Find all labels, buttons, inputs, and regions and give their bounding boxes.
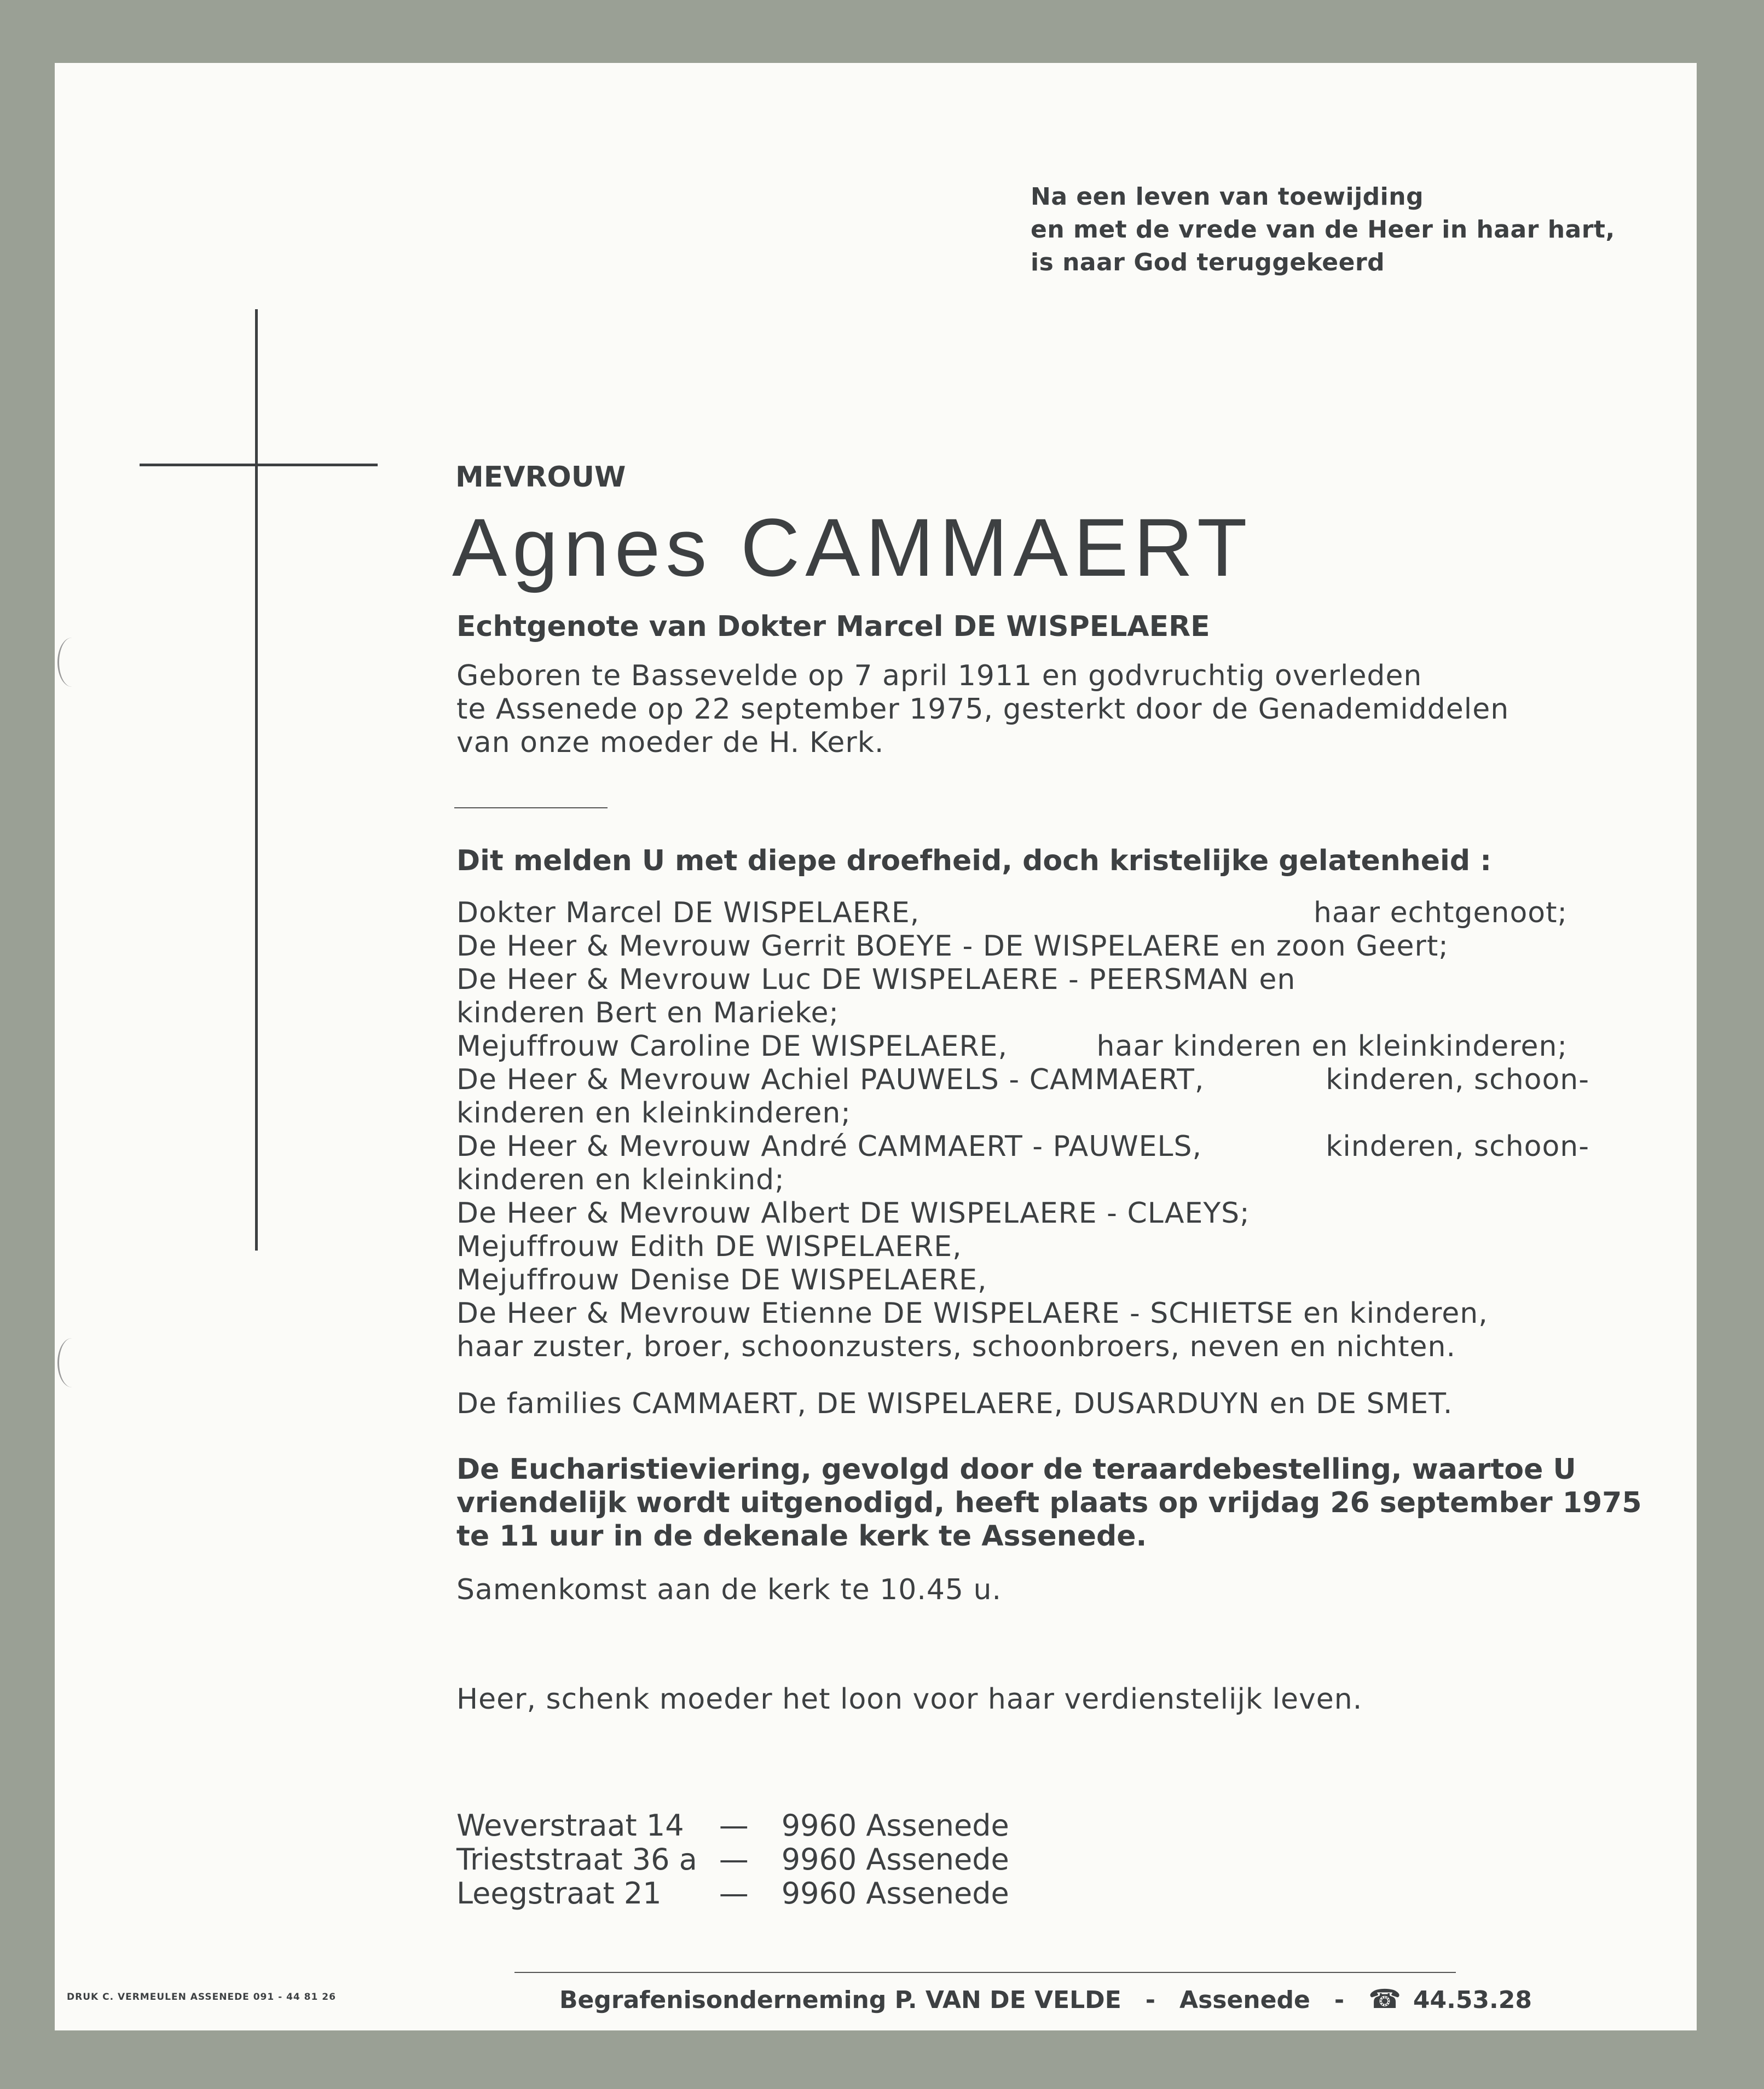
telephone-icon: ☎ bbox=[1368, 1984, 1401, 2015]
gathering-time: Samenkomst aan de kerk te 10.45 u. bbox=[456, 1573, 1002, 1606]
family-row: De Heer & Mevrouw Albert DE WISPELAERE - CLAEYS; bbox=[456, 1197, 1250, 1230]
biography bbox=[456, 659, 1509, 760]
memorial-card bbox=[55, 63, 1697, 2030]
mass-announcement bbox=[456, 1453, 1642, 1553]
mass-line: De Eucharistieviering, gevolgd door de teraardebestelling, waartoe U bbox=[456, 1453, 1576, 1486]
undertaker-phone: 44.53.28 bbox=[1413, 1986, 1532, 2014]
bio-line: te Assenede op 22 september 1975, gesterkt door de Genademiddelen bbox=[456, 693, 1509, 726]
address-row: Trieststraat 36 a — 9960 Assenede bbox=[456, 1842, 1009, 1877]
family-row: haar zuster, broer, schoonzusters, schoonbroers, neven en nichten. bbox=[456, 1330, 1456, 1363]
bio-line: Geboren te Bassevelde op 7 april 1911 en godvruchtig overleden bbox=[456, 659, 1422, 692]
undertaker-town: Assenede bbox=[1179, 1986, 1310, 2014]
deceased-name: Agnes CAMMAERT bbox=[452, 501, 1253, 593]
family-row: De Heer & Mevrouw Achiel PAUWELS - CAMMAERT, kinderen, schoon- bbox=[456, 1063, 1589, 1096]
cross-icon bbox=[255, 309, 258, 1251]
undertaker-name: Begrafenisonderneming P. VAN DE VELDE bbox=[559, 1986, 1121, 2014]
epigraph-line: is naar God teruggekeerd bbox=[1031, 248, 1385, 276]
epigraph-line: Na een leven van toewijding bbox=[1031, 183, 1424, 211]
family-row: De Heer & Mevrouw André CAMMAERT - PAUWELS, kinderen, schoon- bbox=[456, 1130, 1589, 1163]
epigraph-line: en met de vrede van de Heer in haar hart, bbox=[1031, 216, 1615, 244]
family-row: De Heer & Mevrouw Gerrit BOEYE - DE WISPELAERE en zoon Geert; bbox=[456, 930, 1449, 963]
families-line: De families CAMMAERT, DE WISPELAERE, DUSARDUYN en DE SMET. bbox=[456, 1387, 1453, 1420]
family-row: Mejuffrouw Denise DE WISPELAERE, bbox=[456, 1264, 987, 1297]
footer-divider bbox=[514, 1972, 1456, 1973]
family-list bbox=[456, 896, 1589, 1364]
printer-credit: DRUK C. VERMEULEN ASSENEDE 091 - 44 81 26 bbox=[67, 1992, 336, 2003]
family-row: kinderen en kleinkinderen; bbox=[456, 1097, 851, 1130]
cross-icon-bar bbox=[140, 464, 378, 466]
family-row: kinderen Bert en Marieke; bbox=[456, 997, 839, 1029]
bio-line: van onze moeder de H. Kerk. bbox=[456, 726, 884, 759]
family-row: De Heer & Mevrouw Luc DE WISPELAERE - PEERSMAN en bbox=[456, 963, 1296, 996]
family-row: De Heer & Mevrouw Etienne DE WISPELAERE - SCHIETSE en kinderen, bbox=[456, 1297, 1488, 1330]
punch-hole-mark bbox=[57, 1338, 86, 1387]
mass-line: vriendelijk wordt uitgenodigd, heeft plaats op vrijdag 26 september 1975 bbox=[456, 1486, 1642, 1519]
family-row: Mejuffrouw Edith DE WISPELAERE, bbox=[456, 1230, 962, 1263]
spouse-line: Echtgenote van Dokter Marcel DE WISPELAERE bbox=[456, 610, 1210, 643]
address-row: Leegstraat 21 — 9960 Assenede bbox=[456, 1876, 1009, 1911]
family-row: Mejuffrouw Caroline DE WISPELAERE, haar kinderen en kleinkinderen; bbox=[456, 1030, 1568, 1063]
punch-hole-mark bbox=[57, 638, 86, 687]
family-row: Dokter Marcel DE WISPELAERE, haar echtgenoot; bbox=[456, 896, 1568, 929]
prayer: Heer, schenk moeder het loon voor haar verdienstelijk leven. bbox=[456, 1683, 1363, 1716]
honorific: MEVROUW bbox=[455, 461, 626, 494]
address-row: Weverstraat 14 — 9960 Assenede bbox=[456, 1808, 1009, 1843]
family-row: kinderen en kleinkind; bbox=[456, 1164, 785, 1196]
address-list bbox=[456, 1809, 1009, 1911]
mass-line: te 11 uur in de dekenale kerk te Assenede. bbox=[456, 1520, 1147, 1553]
undertaker-footer: Begrafenisonderneming P. VAN DE VELDE - Assenede - ☎ 44.53.28 bbox=[559, 1984, 1532, 2015]
epigraph bbox=[1031, 181, 1615, 279]
divider bbox=[454, 807, 608, 808]
announcement: Dit melden U met diepe droefheid, doch kristelijke gelatenheid : bbox=[456, 844, 1491, 877]
